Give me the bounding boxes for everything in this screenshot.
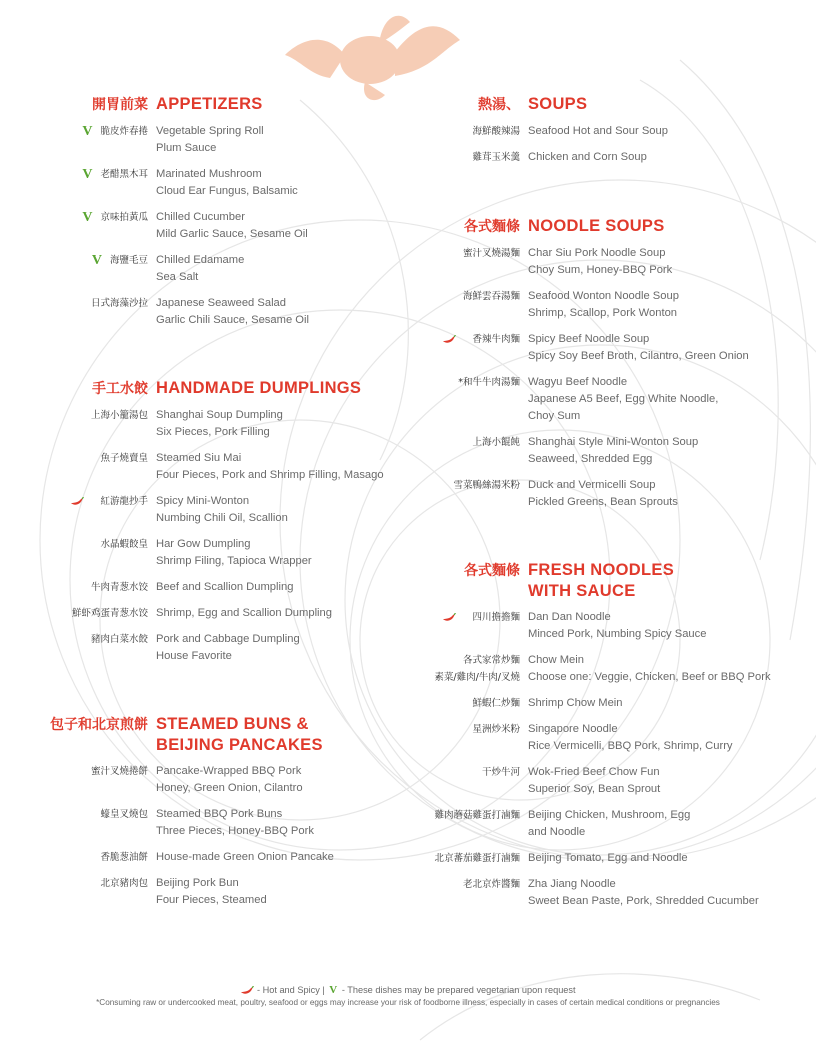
menu-item [420, 807, 800, 841]
item-description: Choose one: Veggie, Chicken, Beef or BBQ Pork [528, 671, 771, 683]
item-name: Pork and Cabbage Dumpling [156, 633, 300, 645]
item-description: Minced Pork, Numbing Spicy Sauce [528, 628, 707, 640]
item-description: Cloud Ear Fungus, Balsamic [156, 185, 298, 197]
item-name: Shrimp, Egg and Scallion Dumpling [156, 607, 332, 619]
item-description: Four Pieces, Steamed [156, 894, 267, 906]
chili-pepper-icon [70, 497, 84, 506]
legend [0, 983, 816, 997]
item-name-zh: 老醋黑木耳 [100, 169, 148, 180]
menu-item [420, 764, 800, 798]
buns-section [48, 714, 388, 918]
fresh-noodles-section [420, 560, 800, 919]
menu-item [420, 652, 800, 686]
menu-item [48, 763, 388, 797]
item-description: Six Pieces, Pork Filling [156, 426, 270, 438]
item-name-zh: 京味拍黃瓜 [100, 212, 148, 223]
item-description: and Noodle [528, 826, 586, 838]
item-description: Spicy Soy Beef Broth, Cilantro, Green Onion [528, 350, 749, 362]
item-description: Plum Sauce [156, 142, 217, 154]
menu-item [48, 166, 388, 200]
vegetarian-icon: V [82, 209, 93, 225]
menu-item [48, 579, 388, 596]
item-name: Wagyu Beef Noodle [528, 376, 628, 388]
menu-item [48, 252, 388, 286]
item-description: Honey, Green Onion, Cilantro [156, 782, 303, 794]
item-name-zh: 魚子燒賣皇 [100, 453, 148, 464]
item-name: House-made Green Onion Pancake [156, 851, 334, 863]
item-description: Shrimp, Scallop, Pork Wonton [528, 307, 678, 319]
menu-item [48, 875, 388, 909]
item-name: Steamed BBQ Pork Buns [156, 808, 283, 820]
item-name-zh: 上海小籠湯包 [90, 410, 148, 421]
item-name-zh: 蜜汁叉燒捲餅 [90, 766, 148, 777]
menu-item [420, 850, 800, 867]
menu-item [420, 245, 800, 279]
item-name-zh: 北京蕃茄雞蛋打滷麵 [434, 853, 520, 864]
item-name-zh: 上海小餛飩 [472, 437, 520, 448]
item-name-zh: 脆皮炸春捲 [100, 126, 148, 137]
goldfish-icon [285, 16, 460, 100]
menu-item [420, 434, 800, 468]
menu-item [420, 123, 800, 140]
item-name: Pancake-Wrapped BBQ Pork [156, 765, 302, 777]
section-title: SOUPS [528, 95, 588, 113]
item-name: Chilled Cucumber [156, 211, 245, 223]
item-name-zh: 日式海藻沙拉 [90, 298, 148, 309]
item-name-zh: 水晶蝦餃皇 [100, 539, 148, 550]
disclaimer: *Consuming raw or undercooked meat, poultry, seafood or eggs may increase your risk of foodborne illness, especially in cases of certain medical conditions or pregnancies [96, 998, 720, 1007]
menu-list [420, 609, 800, 910]
menu-item [48, 209, 388, 243]
section-title-zh: 手工水餃 [92, 381, 148, 397]
section-title: STEAMED BUNS & BEIJING PANCAKES [156, 715, 323, 754]
vegetarian-icon: V [329, 984, 338, 996]
item-name: Shrimp Chow Mein [528, 697, 623, 709]
vegetarian-icon: V [91, 252, 102, 268]
item-name: Spicy Beef Noodle Soup [528, 333, 650, 345]
item-name: Singapore Noodle [528, 723, 618, 735]
item-description: Superior Soy, Bean Sprout [528, 783, 661, 795]
menu-item [48, 806, 388, 840]
item-description: Japanese A5 Beef, Egg White Noodle, [528, 393, 719, 405]
item-name-zh: 雞茸玉米羹 [472, 152, 520, 163]
item-name-zh: 牛肉青葱水饺 [90, 582, 148, 593]
item-name-zh: 雞肉蘑菇雞蛋打滷麵 [434, 810, 520, 821]
item-name: Beijing Pork Bun [156, 877, 239, 889]
item-name-zh: 各式家常炒麵 [462, 655, 520, 666]
menu-list [48, 123, 388, 329]
item-name-zh: 干炒牛河 [481, 767, 520, 778]
menu-list [48, 763, 388, 909]
item-name-zh: 海鹽毛豆 [109, 255, 148, 266]
section-title: FRESH NOODLES WITH SAUCE [528, 561, 674, 600]
item-name-zh: 北京豬肉包 [100, 878, 148, 889]
section-title-zh: 熱湯、 [478, 97, 520, 113]
item-name: Chilled Edamame [156, 254, 245, 266]
section-title: HANDMADE DUMPLINGS [156, 379, 362, 397]
vegetarian-icon: V [82, 123, 93, 139]
chili-pepper-icon [442, 335, 456, 344]
menu-item [420, 721, 800, 755]
item-description: Garlic Chili Sauce, Sesame Oil [156, 314, 309, 326]
menu-item [420, 331, 800, 365]
item-name-zh: *和牛牛肉湯麵 [458, 377, 520, 388]
item-name: Japanese Seaweed Salad [156, 297, 287, 309]
item-name: Duck and Vermicelli Soup [528, 479, 656, 491]
item-name-zh: 鮮蝦仁炒麵 [472, 698, 520, 709]
item-description: Sea Salt [156, 271, 199, 283]
item-name-zh: 四川擔擔麵 [472, 612, 520, 623]
item-name-zh: 海鮮雲吞湯麵 [462, 291, 520, 302]
menu-item [48, 849, 388, 866]
item-name: Beijing Chicken, Mushroom, Egg [528, 809, 691, 821]
item-description: Three Pieces, Honey-BBQ Pork [156, 825, 314, 837]
item-name-zh: 香辣牛肉麵 [472, 334, 520, 345]
item-name-zh: 雪菜鴨絲湯米粉 [453, 480, 520, 491]
item-name-zh: 老北京炸醬麵 [462, 879, 520, 890]
noodle-soups-section [420, 216, 800, 520]
item-name: Seafood Wonton Noodle Soup [528, 290, 679, 302]
chili-pepper-icon [442, 613, 456, 622]
menu-item [48, 123, 388, 157]
item-name: Seafood Hot and Sour Soup [528, 125, 668, 137]
item-description: House Favorite [156, 650, 232, 662]
vegetarian-icon: V [82, 166, 93, 182]
item-name-zh: 豬肉白菜水餃 [90, 634, 148, 645]
item-options-zh: 素菜/雞肉/牛肉/叉燒 [434, 672, 520, 683]
menu-item [48, 631, 388, 665]
chili-pepper-icon [240, 986, 254, 995]
menu-item [420, 477, 800, 511]
item-name: Zha Jiang Noodle [528, 878, 616, 890]
menu-item [48, 605, 388, 622]
item-description: Numbing Chili Oil, Scallion [156, 512, 288, 524]
menu-item [420, 876, 800, 910]
item-description-continued: Choy Sum [528, 410, 581, 422]
item-name: Har Gow Dumpling [156, 538, 251, 550]
item-name: Beijing Tomato, Egg and Noodle [528, 852, 688, 864]
menu-item [420, 374, 800, 425]
item-description: Mild Garlic Sauce, Sesame Oil [156, 228, 308, 240]
dumplings-section [48, 378, 388, 674]
item-name-zh: 鮮虾鸡蛋青葱水饺 [71, 608, 148, 619]
item-name-zh: 紅游龍抄手 [100, 496, 148, 507]
item-name: Vegetable Spring Roll [156, 125, 264, 137]
menu-item [48, 295, 388, 329]
item-name: Shanghai Soup Dumpling [156, 409, 283, 421]
menu-item [48, 536, 388, 570]
item-name: Spicy Mini-Wonton [156, 495, 250, 507]
soups-section [420, 94, 800, 175]
item-name: Steamed Siu Mai [156, 452, 242, 464]
item-description: Rice Vermicelli, BBQ Pork, Shrimp, Curry [528, 740, 733, 752]
item-name: Marinated Mushroom [156, 168, 262, 180]
item-name: Wok-Fried Beef Chow Fun [528, 766, 660, 778]
menu-list [420, 245, 800, 511]
menu-item [420, 695, 800, 712]
item-name: Beef and Scallion Dumpling [156, 581, 294, 593]
appetizers-section [48, 94, 388, 338]
item-name: Dan Dan Noodle [528, 611, 611, 623]
menu-item [420, 149, 800, 166]
item-description: Shrimp Filing, Tapioca Wrapper [156, 555, 312, 567]
section-title: APPETIZERS [156, 95, 263, 113]
item-description: Choy Sum, Honey-BBQ Pork [528, 264, 673, 276]
section-title-zh: 各式麵條 [464, 219, 520, 235]
item-name-zh: 星洲炒米粉 [472, 724, 520, 735]
item-description: Four Pieces, Pork and Shrimp Filling, Masago [156, 469, 384, 481]
menu-item [48, 450, 388, 484]
menu-item [48, 493, 388, 527]
menu-item [420, 288, 800, 322]
item-name: Char Siu Pork Noodle Soup [528, 247, 666, 259]
section-title-zh: 包子和北京煎餅 [50, 717, 148, 733]
item-name: Shanghai Style Mini-Wonton Soup [528, 436, 699, 448]
item-name-zh: 蠔皇叉燒包 [100, 809, 148, 820]
item-name-zh: 海鮮酸辣湯 [472, 126, 520, 137]
section-title-zh: 開胃前菜 [92, 97, 148, 113]
item-description: Sweet Bean Paste, Pork, Shredded Cucumber [528, 895, 759, 907]
item-name: Chicken and Corn Soup [528, 151, 647, 163]
item-name-zh: 蜜汁叉燒湯麵 [462, 248, 520, 259]
item-name: Chow Mein [528, 654, 584, 666]
menu-item [420, 609, 800, 643]
legend-spicy-text: - Hot and Spicy | [256, 985, 325, 995]
legend-veg-text: - These dishes may be prepared vegetarian upon request [341, 985, 576, 995]
menu-item [48, 407, 388, 441]
section-title-zh: 各式麵條 [464, 563, 520, 579]
menu-list [420, 123, 800, 166]
item-name-zh: 香脆葱油餅 [100, 852, 148, 863]
item-description: Seaweed, Shredded Egg [528, 453, 653, 465]
menu-list [48, 407, 388, 665]
item-description: Pickled Greens, Bean Sprouts [528, 496, 678, 508]
section-title: NOODLE SOUPS [528, 217, 665, 235]
